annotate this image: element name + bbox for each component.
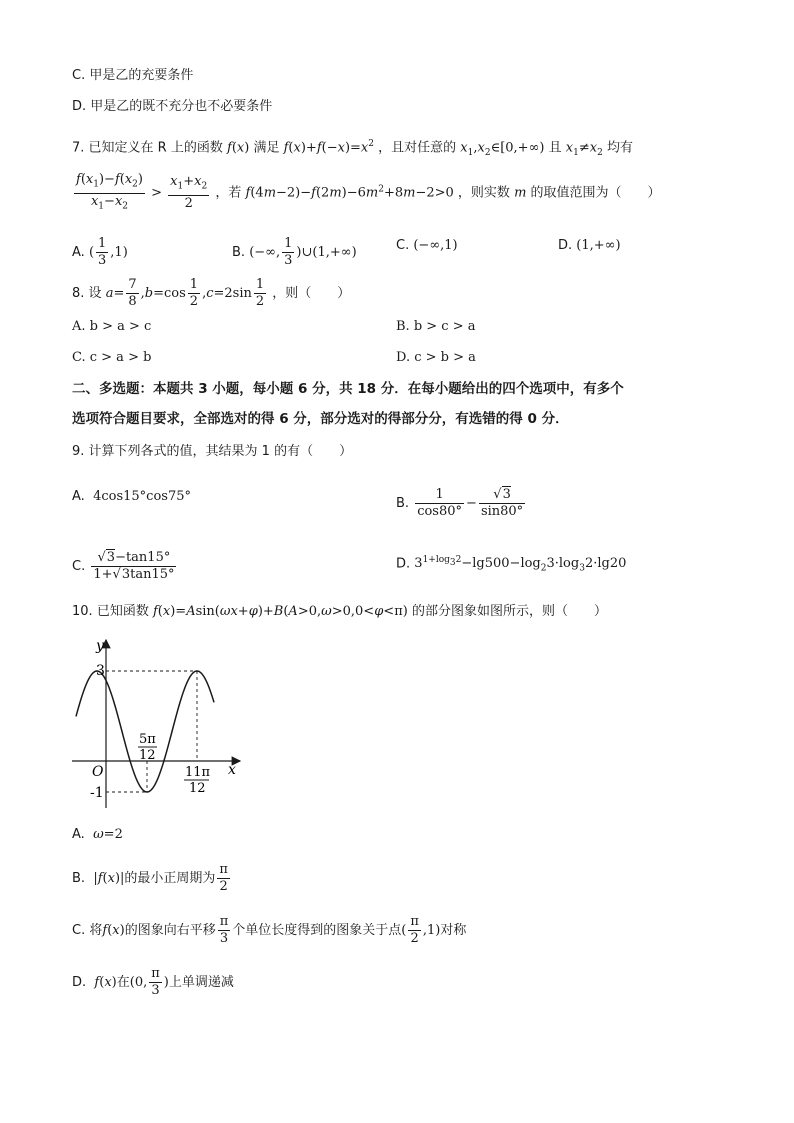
q9-option-a: A. 4cos15°cos75° [72,489,191,504]
q8-option-d: D. c > b > a [396,350,476,365]
q9-stem: 9. 计算下列各式的值，其结果为 1 的有（ ） [72,444,353,459]
q9-option-b: B. $\frac{1}{\cos 80^\circ}$ − $\frac{√3}{\sin 80^\circ}$ [396,487,524,519]
q7-option-d: D. (1,+∞) [558,238,621,253]
x-mark1-den: 12 [139,748,156,763]
q10-graph [68,630,268,820]
origin-label: O [92,764,104,780]
q10-option-c: C. 将f(x)的图象向右平移 $\frac{\pi}{3}$ 个单位长度得到的图象关于点( $\frac{\pi}{2}$ ,1)对称 [72,914,467,946]
q10-option-d: D. f(x)在(0, $\frac{\pi}{3}$ )上单调递减 [72,966,234,998]
q6-option-d: D. 甲是乙的既不充分也不必要条件 [72,99,273,114]
x-axis-label: x [228,762,236,778]
q7-option-c: C. (−∞,1) [396,238,458,253]
y-axis-label: y [96,638,104,654]
q10-stem: 10. 已知函数 f(x)=Asin(ωx+φ)+B(A>0,ω>0,0<φ<π) 的部分图象如图所示，则（ ） [72,604,607,619]
q9-option-c: C. $\frac{√3-\tan 15^\circ}{1+√3\tan 15^\circ}$ [72,550,175,582]
q8-option-b: B. b > c > a [396,319,476,334]
q7-stem-line1: 7. 已知定义在 R 上的函数 f(x) 满足 $f(x)+f(-x)=x^2$ ，且对任意的 $x_1,x_2\in[0,+\infty)$ 且 $x_1\ne x_2$ 均有 [72,139,633,158]
q10-number: 10. [72,604,93,619]
q10-option-b: B. |f(x)|的最小正周期为 $\frac{\pi}{2}$ [72,862,228,894]
section2-line2: 选项符合题目要求，全部选对的得 6 分，部分选对的得部分分，有选错的得 0 分． [72,411,569,427]
y-max-label: 3 [96,663,105,679]
q7-option-a: A. ( $\frac{1}{3}$ ,1) [72,236,128,268]
q7-option-b: B. (−∞, $\frac{1}{3}$ )∪(1,+∞) [232,236,357,268]
q10-option-a: A. ω=2 [72,827,123,842]
q9-option-d: D. $3^{1+log_32}-\lg 500-\log_23\cdot\log_32\cdot\lg 20$ [396,555,627,574]
q7-number: 7. [72,140,85,156]
q6-option-c: C. 甲是乙的充要条件 [72,68,194,83]
q8-number: 8. [72,286,85,301]
q8-stem: 8. 设 a= $\frac{7}{8}$ ,b=cos $\frac{1}{2}$ ,c=2sin $\frac{1}{2}$ ，则（ ） [72,277,351,309]
section2-line1: 二、多选题：本题共 3 小题，每小题 6 分，共 18 分．在每小题给出的四个选项中，有多个 [72,381,624,397]
x-mark2-den: 12 [189,781,206,796]
q8-option-c: C. c > a > b [72,350,152,365]
q8-option-a: A. b > a > c [72,319,152,334]
q7-fraction-right: $\frac{x_1+x_2}{2}$ [170,174,208,211]
y-min-label: -1 [90,785,104,801]
x-mark2-num: 11π [185,765,211,780]
q7-stem-line2: $\frac{f(x_1)-f(x_2)}{x_1-x_2}$ > $\frac{x_1+x_2}{2}$ ，若 $f(4m-2)-f(2m)-6m^2+8m-2>0$ ，则实数 m 的取值范围为（ ） [72,172,661,214]
q9-number: 9. [72,444,85,459]
x-mark1-num: 5π [139,732,156,747]
q7-fraction-left: $\frac{f(x_1)-f(x_2)}{x_1-x_2}$ [76,172,143,212]
